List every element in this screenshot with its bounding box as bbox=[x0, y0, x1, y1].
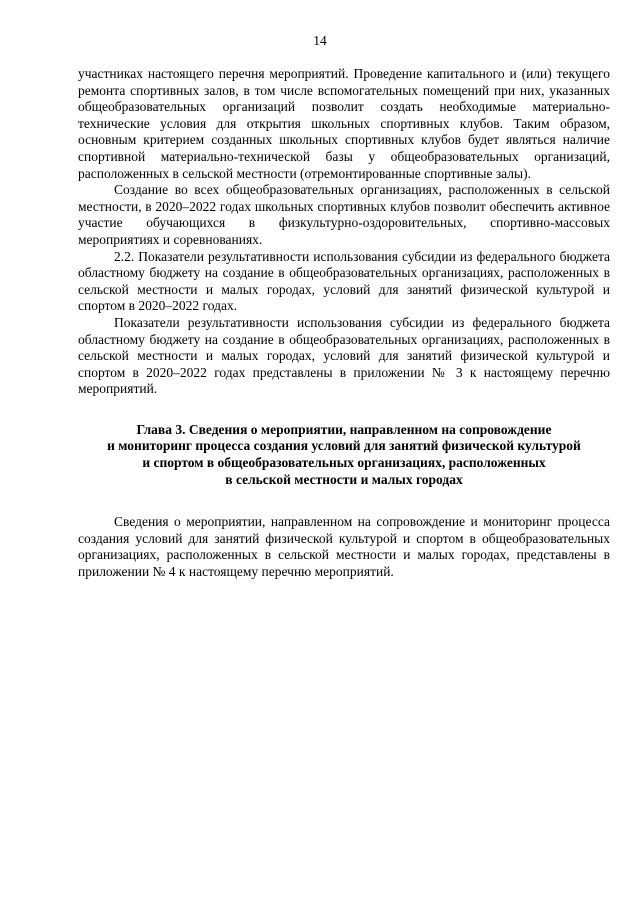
chapter-title-line: в сельской местности и малых городах bbox=[225, 471, 463, 487]
chapter-title-line: и спортом в общеобразовательных организациях, расположенных bbox=[142, 455, 546, 471]
paragraph-continuation: участниках настоящего перечня мероприятий. Проведение капитального и (или) текущего ремонта спортивных залов, в том числе вспомогательных помещений при них, указанных общеобразовательных организаций позволит создать необходимые материально-технические условия для открытия школьных спортивных клубов. Таким образом, основным критерием созданных школьных спортивных клубов будет являться наличие спортивной материально-технической базы у общеобразовательных организаций, расположенных в сельской местности (отремонтированные спортивные залы). bbox=[78, 66, 610, 181]
page-number: 14 bbox=[313, 33, 327, 48]
paragraph-indicators-appendix: Показатели результативности использования субсидии из федерального бюджета областному бюджету на создание в общеобразовательных организациях, расположенных в сельской местности и малых городах, условий для занятий физической культурой и спортом в 2020–2022 годах представлены в приложении № 3 к настоящему перечню мероприятий. bbox=[78, 314, 610, 397]
chapter-title-line: Глава 3. Сведения о мероприятии, направленном на сопровождение bbox=[136, 421, 552, 437]
chapter-body-paragraph: Сведения о мероприятии, направленном на сопровождение и мониторинг процесса создания условий для занятий физической культурой и спортом в общеобразовательных организациях, расположенных в сельской местности и малых городах, представлены в приложении № 4 к настоящему перечню мероприятий. bbox=[78, 514, 610, 580]
paragraph-sport-clubs: Создание во всех общеобразовательных организациях, расположенных в сельской местности, в 2020–2022 годах школьных спортивных клубов позволит обеспечить активное участие обучающихся в физкультурно-оздоровительных, спортивно-массовых мероприятиях и соревнованиях. bbox=[78, 182, 610, 247]
paragraph-indicators-heading: 2.2. Показатели результативности использования субсидии из федерального бюджета областному бюджету на создание в общеобразовательных организациях, расположенных в сельской местности и малых городах, условий для занятий физической культурой и спортом в 2020–2022 годах. bbox=[78, 248, 610, 314]
chapter-title-line: и мониторинг процесса создания условий для занятий физической культурой bbox=[107, 438, 581, 454]
document-body bbox=[78, 66, 610, 581]
chapter-title bbox=[78, 422, 610, 488]
